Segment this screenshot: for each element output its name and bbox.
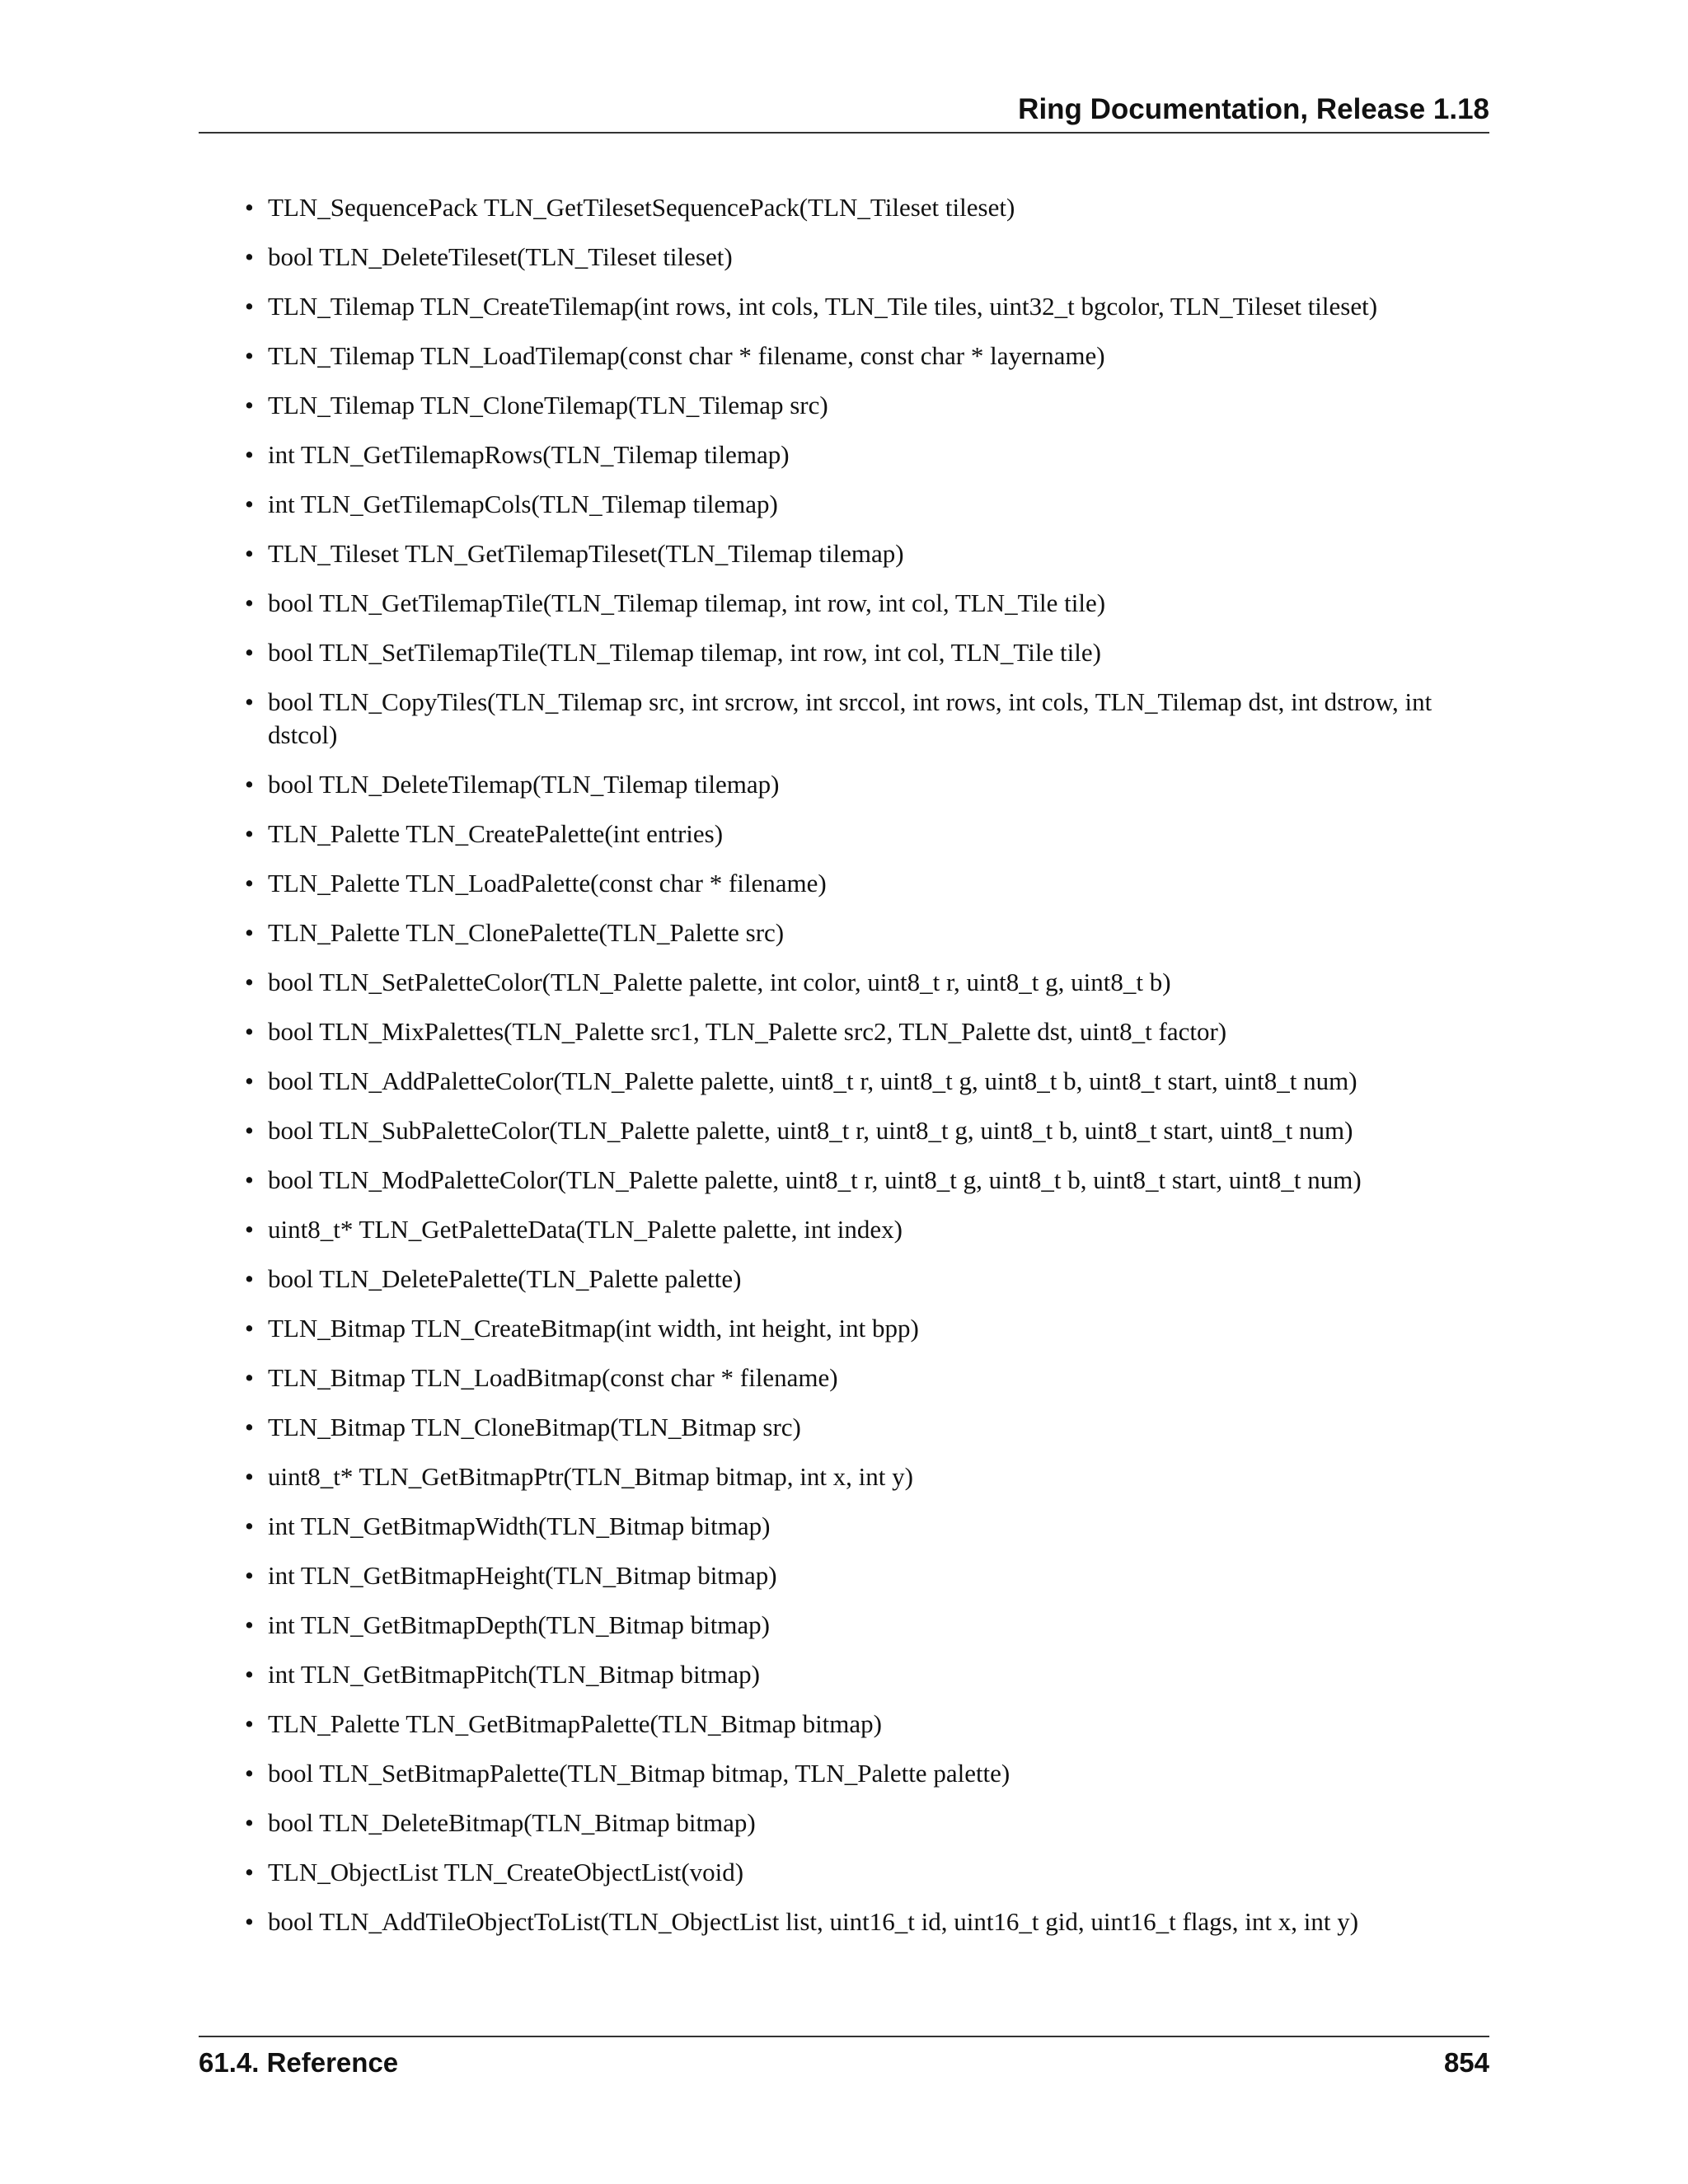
list-item bbox=[199, 1114, 1489, 1147]
list-item bbox=[199, 966, 1489, 999]
list-item bbox=[199, 916, 1489, 949]
function-signature: TLN_Palette TLN_CreatePalette(int entries) bbox=[268, 819, 724, 848]
function-signature: int TLN_GetBitmapWidth(TLN_Bitmap bitmap) bbox=[268, 1511, 771, 1540]
function-signature: bool TLN_ModPaletteColor(TLN_Palette palette, uint8_t r, uint8_t g, uint8_t b, uint8_t start, uint8_t num) bbox=[268, 1165, 1362, 1194]
bullet-icon: • bbox=[245, 1264, 254, 1293]
bullet-icon: • bbox=[245, 539, 254, 568]
function-signature: bool TLN_MixPalettes(TLN_Palette src1, TLN_Palette src2, TLN_Palette dst, uint8_t factor) bbox=[268, 1017, 1227, 1046]
list-item bbox=[199, 290, 1489, 323]
document-title: Ring Documentation, Release 1.18 bbox=[1018, 93, 1489, 125]
function-signature: TLN_Bitmap TLN_CloneBitmap(TLN_Bitmap src) bbox=[268, 1413, 801, 1441]
function-signature: bool TLN_SubPaletteColor(TLN_Palette palette, uint8_t r, uint8_t g, uint8_t b, uint8_t start, uint8_t num) bbox=[268, 1116, 1353, 1145]
bullet-icon: • bbox=[245, 1314, 254, 1343]
bullet-icon: • bbox=[245, 1561, 254, 1590]
function-signature: TLN_Bitmap TLN_LoadBitmap(const char * filename) bbox=[268, 1363, 838, 1392]
list-item bbox=[199, 1460, 1489, 1493]
list-item bbox=[199, 191, 1489, 224]
function-signature: TLN_Tilemap TLN_CreateTilemap(int rows, int cols, TLN_Tile tiles, uint32_t bgcolor, TLN_Tileset tileset) bbox=[268, 292, 1378, 321]
function-signature: uint8_t* TLN_GetBitmapPtr(TLN_Bitmap bitmap, int x, int y) bbox=[268, 1462, 913, 1491]
bullet-icon: • bbox=[245, 918, 254, 947]
bullet-icon: • bbox=[245, 440, 254, 469]
function-signature: int TLN_GetTilemapRows(TLN_Tilemap tilemap) bbox=[268, 440, 790, 469]
bullet-icon: • bbox=[245, 770, 254, 799]
section-label: 61.4. Reference bbox=[199, 2047, 399, 2078]
function-signature: TLN_Palette TLN_GetBitmapPalette(TLN_Bitmap bitmap) bbox=[268, 1709, 882, 1738]
function-signature: TLN_SequencePack TLN_GetTilesetSequencePack(TLN_Tileset tileset) bbox=[268, 193, 1015, 222]
bullet-icon: • bbox=[245, 1165, 254, 1194]
list-item bbox=[199, 1065, 1489, 1098]
list-item bbox=[199, 768, 1489, 801]
page-number: 854 bbox=[1443, 2047, 1489, 2078]
bullet-icon: • bbox=[245, 968, 254, 996]
list-item bbox=[199, 587, 1489, 620]
bullet-icon: • bbox=[245, 1610, 254, 1639]
list-item bbox=[199, 1015, 1489, 1048]
bullet-icon: • bbox=[245, 1462, 254, 1491]
list-item bbox=[199, 1559, 1489, 1592]
function-signature: TLN_Tilemap TLN_CloneTilemap(TLN_Tilemap src) bbox=[268, 391, 828, 419]
function-signature: TLN_Tilemap TLN_LoadTilemap(const char * filename, const char * layername) bbox=[268, 341, 1105, 370]
list-item bbox=[199, 438, 1489, 471]
list-item bbox=[199, 1361, 1489, 1394]
bullet-icon: • bbox=[245, 819, 254, 848]
list-item bbox=[199, 1510, 1489, 1543]
function-signature: bool TLN_SetPaletteColor(TLN_Palette palette, int color, uint8_t r, uint8_t g, uint8_t b) bbox=[268, 968, 1171, 996]
list-item bbox=[199, 1708, 1489, 1741]
function-signature: bool TLN_SetTilemapTile(TLN_Tilemap tilemap, int row, int col, TLN_Tile tile) bbox=[268, 638, 1101, 667]
function-signature: bool TLN_SetBitmapPalette(TLN_Bitmap bitmap, TLN_Palette palette) bbox=[268, 1759, 1010, 1788]
bullet-icon: • bbox=[245, 1215, 254, 1244]
function-signature: bool TLN_DeleteBitmap(TLN_Bitmap bitmap) bbox=[268, 1808, 756, 1837]
list-item bbox=[199, 1411, 1489, 1444]
function-signature: TLN_Palette TLN_LoadPalette(const char * filename) bbox=[268, 869, 827, 898]
bullet-icon: • bbox=[245, 1066, 254, 1095]
list-item bbox=[199, 1263, 1489, 1296]
function-signature: TLN_Bitmap TLN_CreateBitmap(int width, int height, int bpp) bbox=[268, 1314, 919, 1343]
bullet-icon: • bbox=[245, 1808, 254, 1837]
page-content bbox=[199, 191, 1489, 1955]
list-item bbox=[199, 1757, 1489, 1790]
list-item bbox=[199, 686, 1489, 752]
list-item bbox=[199, 1856, 1489, 1889]
bullet-icon: • bbox=[245, 490, 254, 518]
function-signature: TLN_ObjectList TLN_CreateObjectList(void) bbox=[268, 1858, 744, 1886]
bullet-icon: • bbox=[245, 193, 254, 222]
function-signature: bool TLN_DeleteTileset(TLN_Tileset tileset) bbox=[268, 242, 733, 271]
function-signature: int TLN_GetBitmapDepth(TLN_Bitmap bitmap) bbox=[268, 1610, 770, 1639]
function-signature: TLN_Tileset TLN_GetTilemapTileset(TLN_Tilemap tilemap) bbox=[268, 539, 904, 568]
list-item bbox=[199, 1164, 1489, 1197]
function-signature: int TLN_GetBitmapHeight(TLN_Bitmap bitmap) bbox=[268, 1561, 777, 1590]
list-item bbox=[199, 241, 1489, 274]
bullet-icon: • bbox=[245, 391, 254, 419]
bullet-icon: • bbox=[245, 869, 254, 898]
list-item bbox=[199, 636, 1489, 669]
bullet-icon: • bbox=[245, 638, 254, 667]
function-signature: TLN_Palette TLN_ClonePalette(TLN_Palette src) bbox=[268, 918, 785, 947]
list-item bbox=[199, 488, 1489, 521]
bullet-icon: • bbox=[245, 1660, 254, 1689]
bullet-icon: • bbox=[245, 242, 254, 271]
list-item bbox=[199, 1807, 1489, 1840]
function-signature: bool TLN_DeleteTilemap(TLN_Tilemap tilemap) bbox=[268, 770, 780, 799]
list-item bbox=[199, 389, 1489, 422]
bullet-icon: • bbox=[245, 1858, 254, 1886]
function-signature: bool TLN_AddTileObjectToList(TLN_ObjectList list, uint16_t id, uint16_t gid, uint16_t flags, int x, int y) bbox=[268, 1907, 1359, 1936]
list-item bbox=[199, 867, 1489, 900]
bullet-icon: • bbox=[245, 1116, 254, 1145]
list-item bbox=[199, 1658, 1489, 1691]
function-signature: bool TLN_CopyTiles(TLN_Tilemap src, int srcrow, int srccol, int rows, int cols, TLN_Tilemap dst, int dstrow, int dstcol) bbox=[268, 687, 1432, 749]
bullet-icon: • bbox=[245, 588, 254, 617]
bullet-icon: • bbox=[245, 1413, 254, 1441]
function-signature: int TLN_GetBitmapPitch(TLN_Bitmap bitmap) bbox=[268, 1660, 760, 1689]
bullet-icon: • bbox=[245, 1363, 254, 1392]
bullet-icon: • bbox=[245, 1511, 254, 1540]
bullet-icon: • bbox=[245, 687, 254, 716]
list-item bbox=[199, 537, 1489, 570]
bullet-icon: • bbox=[245, 1907, 254, 1936]
bullet-icon: • bbox=[245, 341, 254, 370]
list-item bbox=[199, 1905, 1489, 1938]
function-signature: bool TLN_DeletePalette(TLN_Palette palette) bbox=[268, 1264, 742, 1293]
function-signature: uint8_t* TLN_GetPaletteData(TLN_Palette palette, int index) bbox=[268, 1215, 903, 1244]
list-item bbox=[199, 1213, 1489, 1246]
function-signature: int TLN_GetTilemapCols(TLN_Tilemap tilemap) bbox=[268, 490, 778, 518]
list-item bbox=[199, 340, 1489, 373]
bullet-icon: • bbox=[245, 1017, 254, 1046]
function-list bbox=[199, 191, 1489, 1938]
list-item bbox=[199, 1312, 1489, 1345]
bullet-icon: • bbox=[245, 292, 254, 321]
page-footer bbox=[199, 2036, 1489, 2087]
function-signature: bool TLN_GetTilemapTile(TLN_Tilemap tilemap, int row, int col, TLN_Tile tile) bbox=[268, 588, 1106, 617]
function-signature: bool TLN_AddPaletteColor(TLN_Palette palette, uint8_t r, uint8_t g, uint8_t b, uint8_t start, uint8_t num) bbox=[268, 1066, 1357, 1095]
page-header bbox=[199, 92, 1489, 134]
list-item bbox=[199, 818, 1489, 851]
list-item bbox=[199, 1609, 1489, 1642]
bullet-icon: • bbox=[245, 1709, 254, 1738]
bullet-icon: • bbox=[245, 1759, 254, 1788]
